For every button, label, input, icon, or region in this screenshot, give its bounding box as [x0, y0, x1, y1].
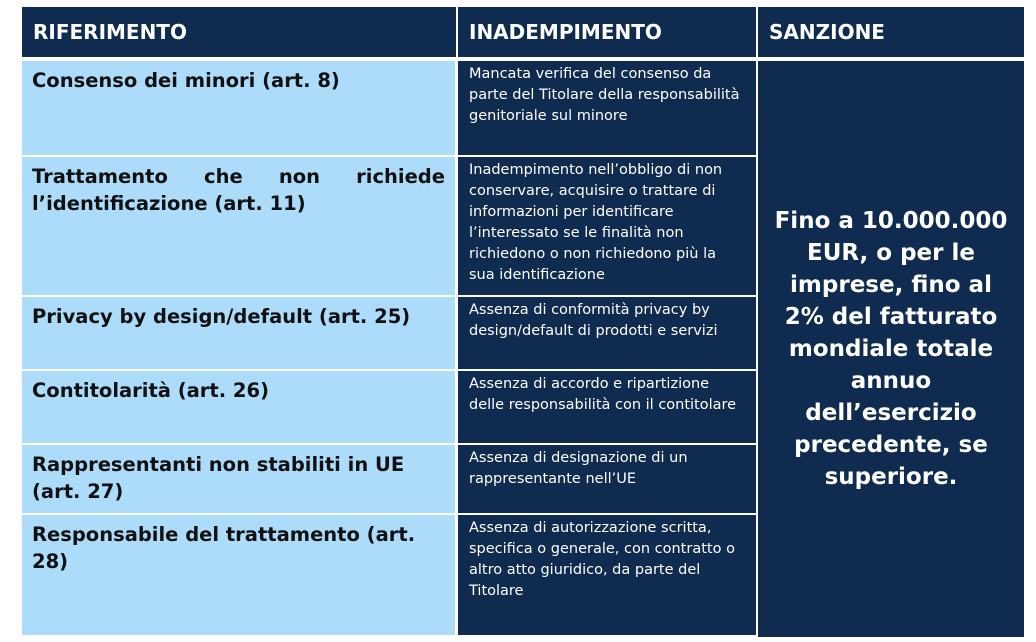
header-inadempimento: INADEMPIMENTO [458, 7, 758, 61]
riferimento-cell: Privacy by design/default (art. 25) [22, 297, 458, 371]
inadempimento-cell: Assenza di conformità privacy by design/default di prodotti e servizi [458, 297, 758, 371]
inadempimento-cell: Assenza di autorizzazione scritta, specifica o generale, con contratto o altro atto giuridico, da parte del Titolare [458, 515, 758, 637]
riferimento-cell: Contitolarità (art. 26) [22, 371, 458, 445]
riferimento-cell: Trattamento che non richiede l’identificazione (art. 11) [22, 157, 458, 297]
inadempimento-cell: Assenza di designazione di un rappresentante nell’UE [458, 445, 758, 515]
inadempimento-cell: Mancata verifica del consenso da parte del Titolare della responsabilità genitoriale sul minore [458, 61, 758, 157]
riferimento-cell: Rappresentanti non stabiliti in UE (art. 27) [22, 445, 458, 515]
riferimento-cell: Responsabile del trattamento (art. 28) [22, 515, 458, 637]
inadempimento-cell: Assenza di accordo e ripartizione delle responsabilità con il contitolare [458, 371, 758, 445]
inadempimento-cell: Inadempimento nell’obbligo di non conservare, acquisire o trattare di informazioni per identificare l’interessato se le finalità non richiedono o non richiedono più la sua identificazione [458, 157, 758, 297]
sanzione-cell [758, 61, 1024, 637]
header-riferimento: RIFERIMENTO [22, 7, 458, 61]
riferimento-cell: Consenso dei minori (art. 8) [22, 61, 458, 157]
header-sanzione: SANZIONE [758, 7, 1024, 61]
sanctions-table [22, 7, 1024, 642]
sanzione-text: Fino a 10.000.000 EUR, o per le imprese, fino al 2% del fatturato mondiale totale annuo dell’esercizio precedente, se superiore. [774, 208, 1008, 490]
